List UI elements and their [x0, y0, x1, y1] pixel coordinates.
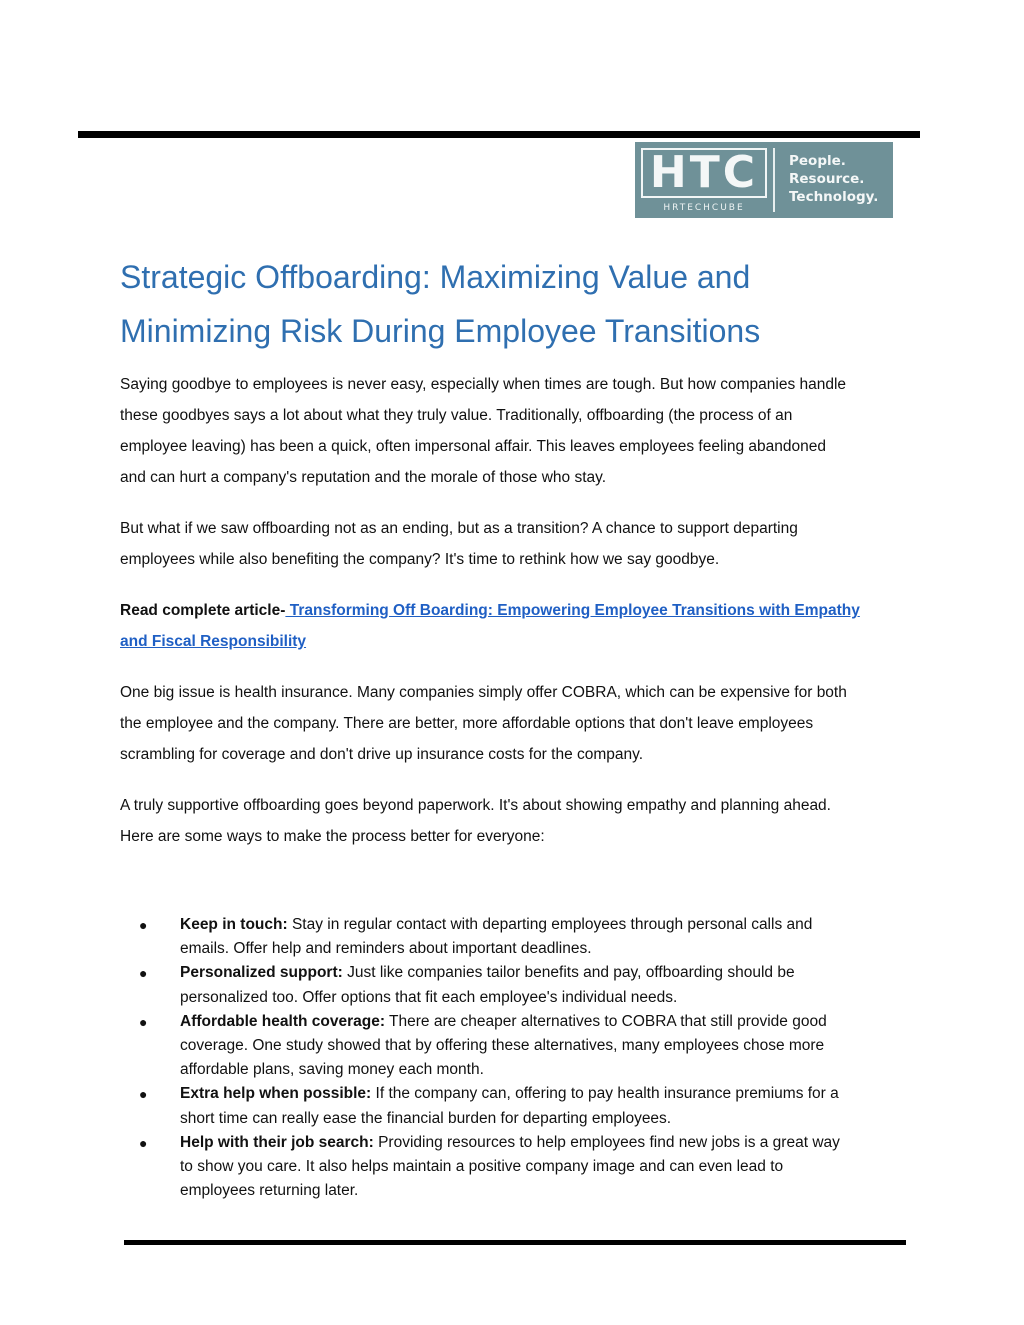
logo-subtext: HRTECHCUBE: [663, 203, 745, 213]
article-title: [120, 250, 920, 358]
bullet-icon: ●: [139, 1134, 148, 1151]
list-item-text: personalized too. Offer options that fit each employee's individual needs.: [180, 988, 678, 1006]
text-line: employee leaving) has been a quick, often impersonal affair. This leaves employees feeling abandoned: [120, 438, 826, 455]
list-item-label: Help with their job search:: [180, 1133, 374, 1151]
logo-tagline: [775, 142, 893, 218]
logo-tagline-line: People.: [789, 153, 846, 169]
list-item-text: affordable plans, saving money each month.: [180, 1061, 484, 1079]
list-item-label: Extra help when possible:: [180, 1085, 372, 1103]
list-item-text: coverage. One study showed that by offering these alternatives, many employees chose more: [180, 1037, 825, 1055]
bullet-icon: ●: [139, 1086, 148, 1103]
list-item-text: Stay in regular contact with departing employees through personal calls and: [287, 916, 813, 933]
htc-logo: [635, 142, 893, 218]
text-line: Here are some ways to make the process better for everyone:: [120, 828, 545, 845]
list-item-text: to show you care. It also helps maintain a positive company image and can even lead to: [180, 1158, 784, 1176]
list-item: [120, 1010, 910, 1083]
list-item: [120, 961, 910, 1009]
article-link-continued[interactable]: and Fiscal Responsibility: [120, 633, 307, 650]
list-item-text: short time can really ease the financial burden for departing employees.: [180, 1109, 672, 1127]
bullet-icon: ●: [139, 965, 148, 982]
list-item-text: If the company can, offering to pay health insurance premiums for a: [371, 1085, 839, 1103]
text-line: scrambling for coverage and don't drive up insurance costs for the company.: [120, 746, 644, 763]
list-item: [120, 1082, 910, 1130]
list-item-label: Personalized support:: [180, 964, 343, 982]
text-line: these goodbyes says a lot about what they truly value. Traditionally, offboarding (the process of an: [120, 407, 793, 424]
title-line: Strategic Offboarding: Maximizing Value and: [120, 259, 751, 295]
list-item: [120, 1131, 910, 1204]
list-item-text: Just like companies tailor benefits and pay, offboarding should be: [342, 964, 795, 982]
bullet-icon: ●: [139, 917, 148, 933]
article-link[interactable]: Transforming Off Boarding: Empowering Employee Transitions with Empathy: [285, 602, 860, 619]
list-item: [120, 913, 910, 961]
logo-mark: HTC: [641, 148, 767, 198]
text-line: employees while also benefiting the company? It's time to rethink how we say goodbye.: [120, 551, 720, 568]
text-line: the employee and the company. There are better, more affordable options that don't leave employees: [120, 715, 814, 732]
logo-tagline-line: Technology.: [789, 189, 879, 205]
text-line: Saying goodbye to employees is never easy, especially when times are tough. But how companies handle: [120, 376, 847, 393]
list-item-text: There are cheaper alternatives to COBRA that still provide good: [385, 1012, 827, 1030]
list-item-label: Keep in touch:: [180, 916, 288, 933]
read-more-label: Read complete article-: [120, 602, 286, 619]
text-line: One big issue is health insurance. Many companies simply offer COBRA, which can be expensive for both: [120, 684, 847, 701]
read-more-paragraph: [120, 595, 920, 657]
bottom-divider: [124, 1240, 906, 1245]
list-item-text: employees returning later.: [180, 1182, 359, 1200]
text-line: and can hurt a company's reputation and the morale of those who stay.: [120, 469, 607, 486]
intro-paragraph: [120, 369, 920, 493]
list-item-text: Providing resources to help employees find new jobs is a great way: [373, 1133, 840, 1151]
text-line: A truly supportive offboarding goes beyond paperwork. It's about showing empathy and planning ahead.: [120, 797, 831, 814]
list-item-text: emails. Offer help and reminders about important deadlines.: [180, 940, 592, 958]
text-line: But what if we saw offboarding not as an ending, but as a transition? A chance to support departing: [120, 520, 798, 537]
list-item-label: Affordable health coverage:: [180, 1012, 385, 1030]
transition-paragraph: [120, 513, 920, 575]
logo-tagline-line: Resource.: [789, 171, 865, 187]
supportive-offboarding-paragraph: [120, 790, 920, 852]
tips-list: [120, 913, 910, 1203]
health-insurance-paragraph: [120, 677, 920, 770]
title-line: Minimizing Risk During Employee Transitions: [120, 313, 761, 349]
top-divider: [78, 131, 920, 138]
bullet-icon: ●: [139, 1013, 148, 1030]
